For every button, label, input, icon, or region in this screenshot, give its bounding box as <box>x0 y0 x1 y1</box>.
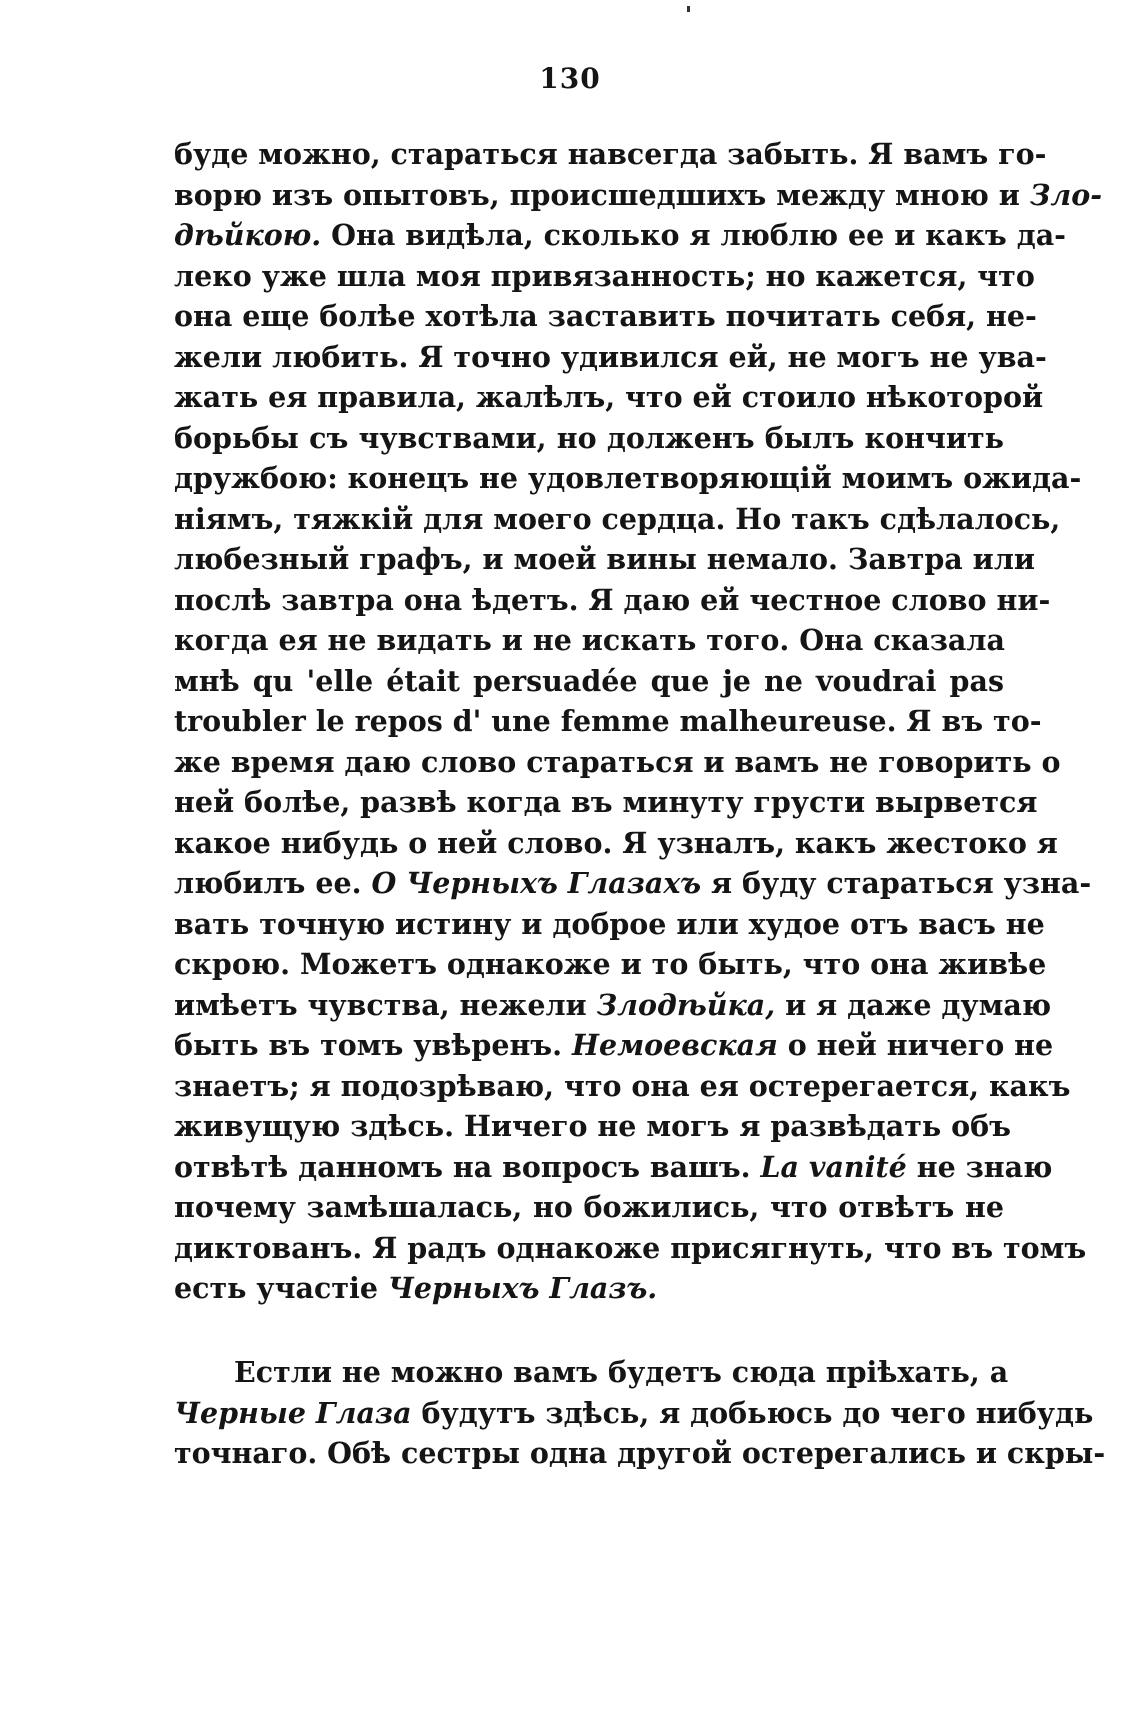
line-text: знаетъ; я подозрѣваю, что она ея остерегается, какъ <box>174 1068 1071 1103</box>
text-line <box>174 215 1066 256</box>
text-line <box>174 1106 1012 1147</box>
line-text: дружбою: конецъ не удовлетворяющій моимъ ожида- <box>174 461 1082 495</box>
line-text: Естли не можно вамъ будетъ сюда пріѣхать, а <box>234 1355 1009 1389</box>
line-text: и я даже думаю <box>775 987 1052 1022</box>
text-line <box>174 1025 1054 1066</box>
line-text: любилъ ее. <box>174 866 372 900</box>
line-text: жать ея правила, жалѣлъ, что ей стоило нѣкоторой <box>174 380 1044 414</box>
text-line <box>174 661 1004 702</box>
text-line <box>174 134 1047 175</box>
text-line <box>174 1228 1087 1269</box>
line-text: борьбы съ чувствами, но долженъ былъ кончить <box>174 420 1004 455</box>
text-line <box>174 1352 1009 1393</box>
line-text: о ней ничего не <box>777 1028 1054 1062</box>
text-line <box>174 620 1004 661</box>
text-line <box>174 296 1037 337</box>
text-line <box>174 539 1036 580</box>
line-text: жели любить. Я точно удивился ей, не могъ не ува- <box>174 339 1047 374</box>
line-text: ней болѣе, развѣ когда въ минуту грусти вырвется <box>174 785 1038 819</box>
line-text: любезный графъ, и моей вины немало. Завтра или <box>174 542 1036 576</box>
line-text: она еще болѣе хотѣла заставить почитать себя, не- <box>174 299 1037 333</box>
text-line <box>174 742 1061 783</box>
line-text: вать точную истину и доброе или худое отъ васъ не <box>174 906 1045 941</box>
italic-text: La vanité <box>760 1149 907 1184</box>
line-text: какое нибудь о ней слово. Я узналъ, какъ жестоко я <box>174 825 1058 860</box>
line-text: отвѣтѣ данномъ на вопросъ вашъ. <box>174 1149 761 1184</box>
line-text: живущую здѣсь. Ничего не могъ я развѣдать объ <box>174 1109 1012 1143</box>
line-text: же время даю слово стараться и вамъ не говорить о <box>174 744 1061 779</box>
line-text: буде можно, стараться навсегда забыть. Я вамъ го- <box>174 137 1047 171</box>
line-text: ворю изъ опытовъ, происшедшихъ между мною и <box>174 177 1030 212</box>
paragraph-2 <box>174 1352 1106 1474</box>
italic-text: Злодѣйка, <box>596 987 776 1022</box>
text-line <box>174 904 1045 945</box>
text-line <box>174 1268 1004 1309</box>
text-line <box>174 1433 1106 1474</box>
line-text: диктованъ. Я радъ однакоже присягнуть, что въ томъ <box>174 1230 1087 1265</box>
line-text: когда ея не видать и не искать того. Она сказала <box>174 623 1005 657</box>
line-text: будутъ здѣсь, я добьюсь до чего нибудь <box>411 1395 1094 1430</box>
paragraph-1 <box>174 134 1103 1309</box>
line-text: я буду стараться узна- <box>701 866 1092 900</box>
italic-text: Черные Глаза <box>174 1395 412 1430</box>
line-text: есть участіе <box>174 1271 388 1305</box>
text-line <box>174 823 1058 864</box>
text-line <box>174 1393 1094 1434</box>
text-line <box>174 985 1052 1026</box>
line-text: послѣ завтра она ѣдетъ. Я даю ей честное слово ни- <box>174 582 1051 617</box>
italic-text: Черныхъ Глазъ. <box>387 1271 658 1305</box>
line-text: имѣетъ чувства, нежели <box>174 987 597 1022</box>
italic-text: Зло- <box>1029 177 1103 212</box>
text-line <box>174 418 1004 459</box>
text-line <box>174 499 1061 540</box>
italic-text: дѣйкою. <box>174 218 322 252</box>
text-line <box>174 782 1038 823</box>
text-line <box>174 256 1035 297</box>
text-line <box>174 1147 1053 1188</box>
line-text: почему замѣшалась, но божились, что отвѣтъ не <box>174 1190 1004 1224</box>
line-text: мнѣ qu 'elle était persuadée que je ne voudrai pas <box>174 663 1004 698</box>
line-text: леко уже шла моя привязанность; но кажется, что <box>174 258 1035 293</box>
text-line <box>174 1066 1071 1107</box>
text-line <box>174 175 1103 216</box>
line-text: точнаго. Обѣ сестры одна другой остерегались и скры- <box>174 1436 1106 1470</box>
text-line <box>174 1187 1004 1228</box>
text-line <box>174 863 1092 904</box>
line-text: Она видѣла, сколько я люблю ее и какъ да- <box>321 218 1066 252</box>
text-line <box>174 337 1047 378</box>
print-speck <box>687 6 690 12</box>
italic-text: О Черныхъ Глазахъ <box>371 866 702 900</box>
italic-text: Немоевская <box>572 1028 778 1062</box>
line-text: быть въ томъ увѣренъ. <box>174 1028 573 1062</box>
page-number: 130 <box>539 62 601 95</box>
line-text: не знаю <box>906 1149 1053 1184</box>
line-text: ніямъ, тяжкій для моего сердца. Но такъ сдѣлалось, <box>174 501 1061 536</box>
line-text: troubler le repos d' une femme malheureuse. Я въ то- <box>174 704 1042 738</box>
text-line <box>174 580 1051 621</box>
text-line <box>174 701 1042 742</box>
text-line <box>174 458 1082 499</box>
text-line <box>174 944 1047 985</box>
line-text: скрою. Можетъ однакоже и то быть, что она живѣе <box>174 947 1047 981</box>
text-line <box>174 377 1044 418</box>
